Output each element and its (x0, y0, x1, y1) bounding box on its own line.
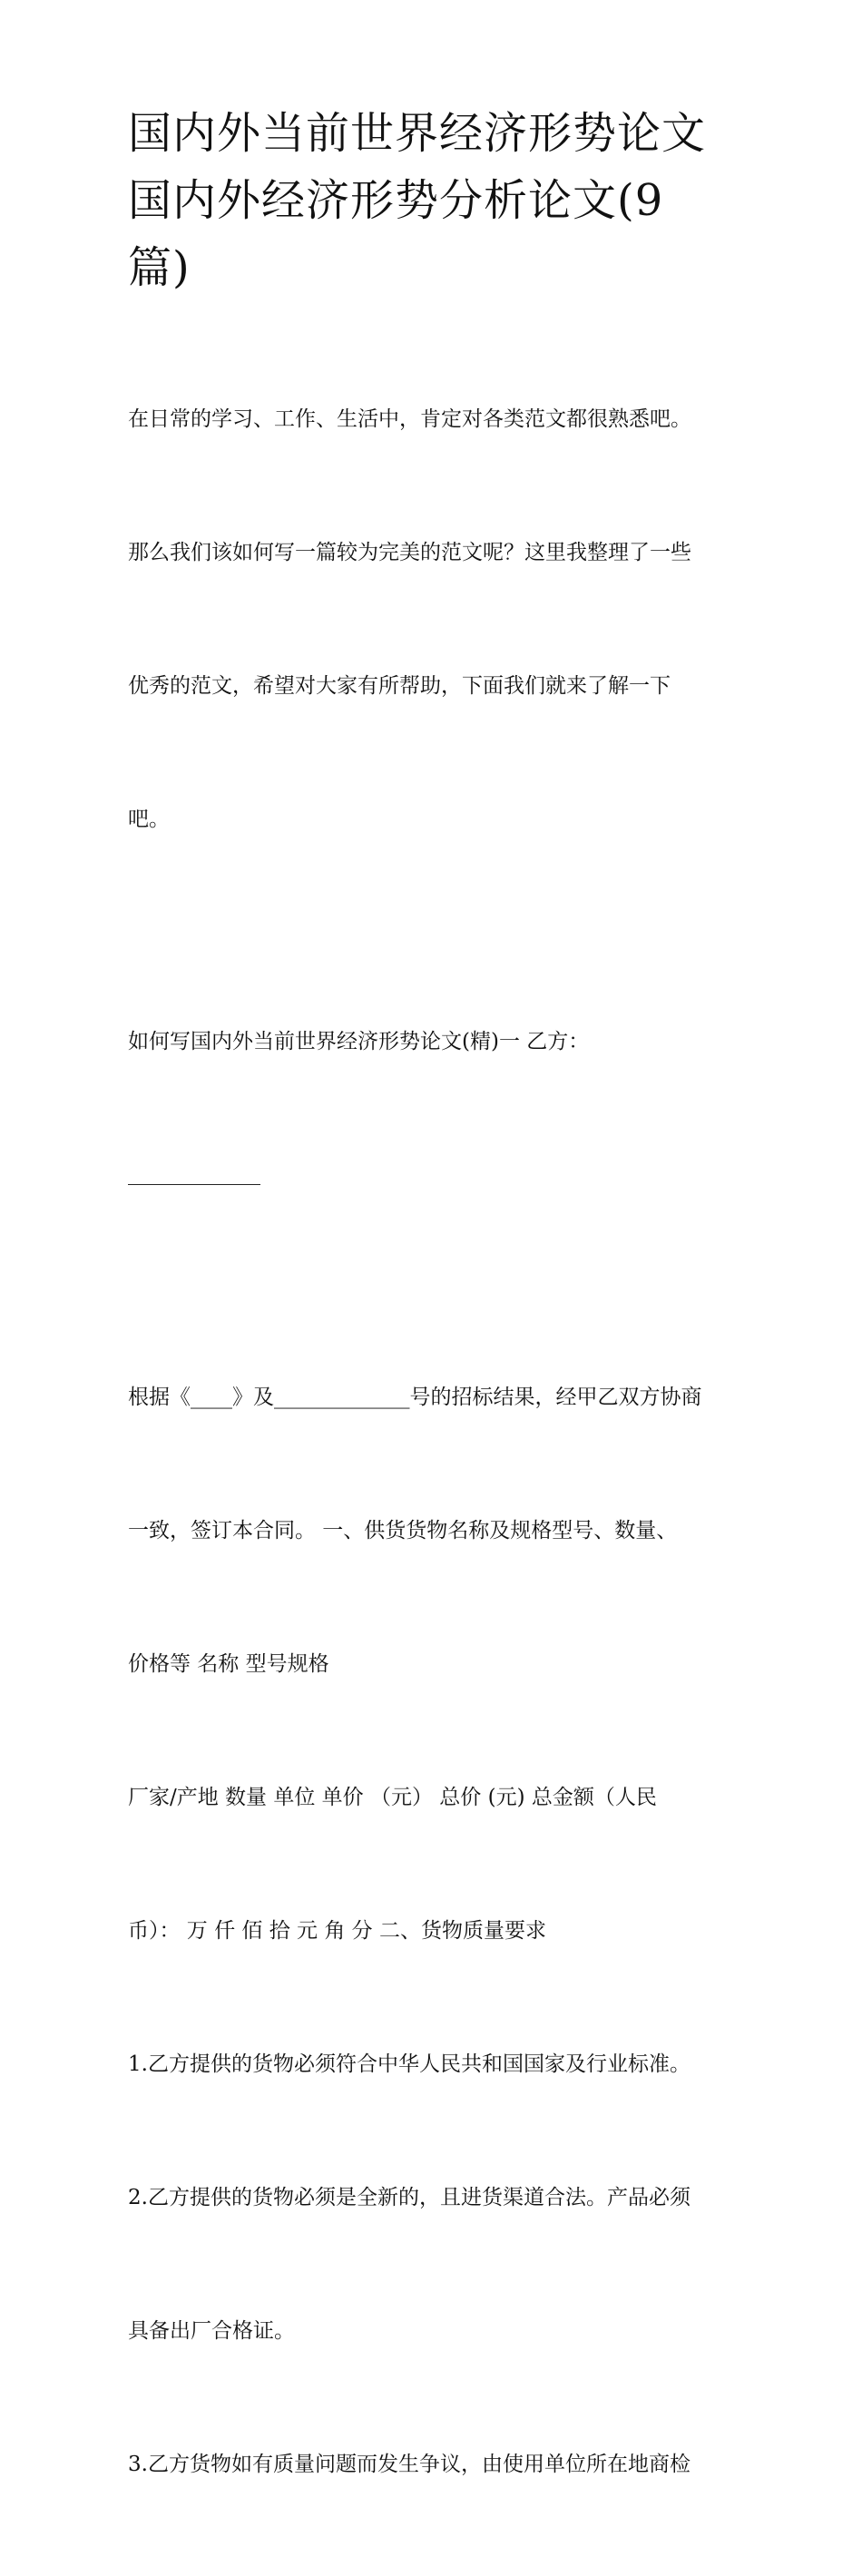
intro-line-2: 那么我们该如何写一篇较为完美的范文呢？这里我整理了一些 (128, 541, 691, 564)
quality-item-2-cont: 具备出厂合格证。 (128, 2319, 295, 2343)
contract-line-5: 币）： 万 仟 佰 拾 元 角 分 二、货物质量要求 (128, 1919, 546, 1943)
document-page (128, 100, 745, 2576)
contract-line-4: 厂家/产地 数量 单位 单价 （元） 总价 (元) 总金额（人民 (128, 1786, 657, 1809)
contract-line-1: 根据《____》及_____________号的招标结果，经甲乙双方协商 (128, 1386, 702, 1409)
title-line-2: 国内外经济形势分析论文(9 (128, 175, 664, 226)
signature-blank-line (128, 1153, 745, 1198)
quality-item-1: 1.乙方提供的货物必须符合中华人民共和国国家及行业标准。 (128, 2052, 691, 2076)
title-line-3: 篇) (128, 242, 191, 293)
intro-line-3: 优秀的范文，希望对大家有所帮助，下面我们就来了解一下 (128, 674, 671, 698)
section-heading (128, 931, 745, 1287)
document-title (128, 100, 745, 301)
contract-line-3: 价格等 名称 型号规格 (128, 1652, 329, 1676)
intro-line-1: 在日常的学习、工作、生活中，肯定对各类范文都很熟悉吧。 (128, 407, 691, 431)
quality-item-2: 2.乙方提供的货物必须是全新的，且进货渠道合法。产品必须 (128, 2186, 691, 2209)
contract-paragraph (128, 1287, 745, 2576)
intro-paragraph (128, 309, 745, 931)
intro-line-4: 吧。 (128, 808, 170, 831)
section-heading-text: 如何写国内外当前世界经济形势论文(精)一 乙方： (128, 1030, 590, 1053)
quality-item-3: 3.乙方货物如有质量问题而发生争议，由使用单位所在地商检 (128, 2453, 691, 2476)
title-line-1: 国内外当前世界经济形势论文 (128, 108, 707, 159)
blank-underline (128, 1184, 260, 1185)
contract-line-2: 一致，签订本合同。 一、供货货物名称及规格型号、数量、 (128, 1519, 678, 1543)
